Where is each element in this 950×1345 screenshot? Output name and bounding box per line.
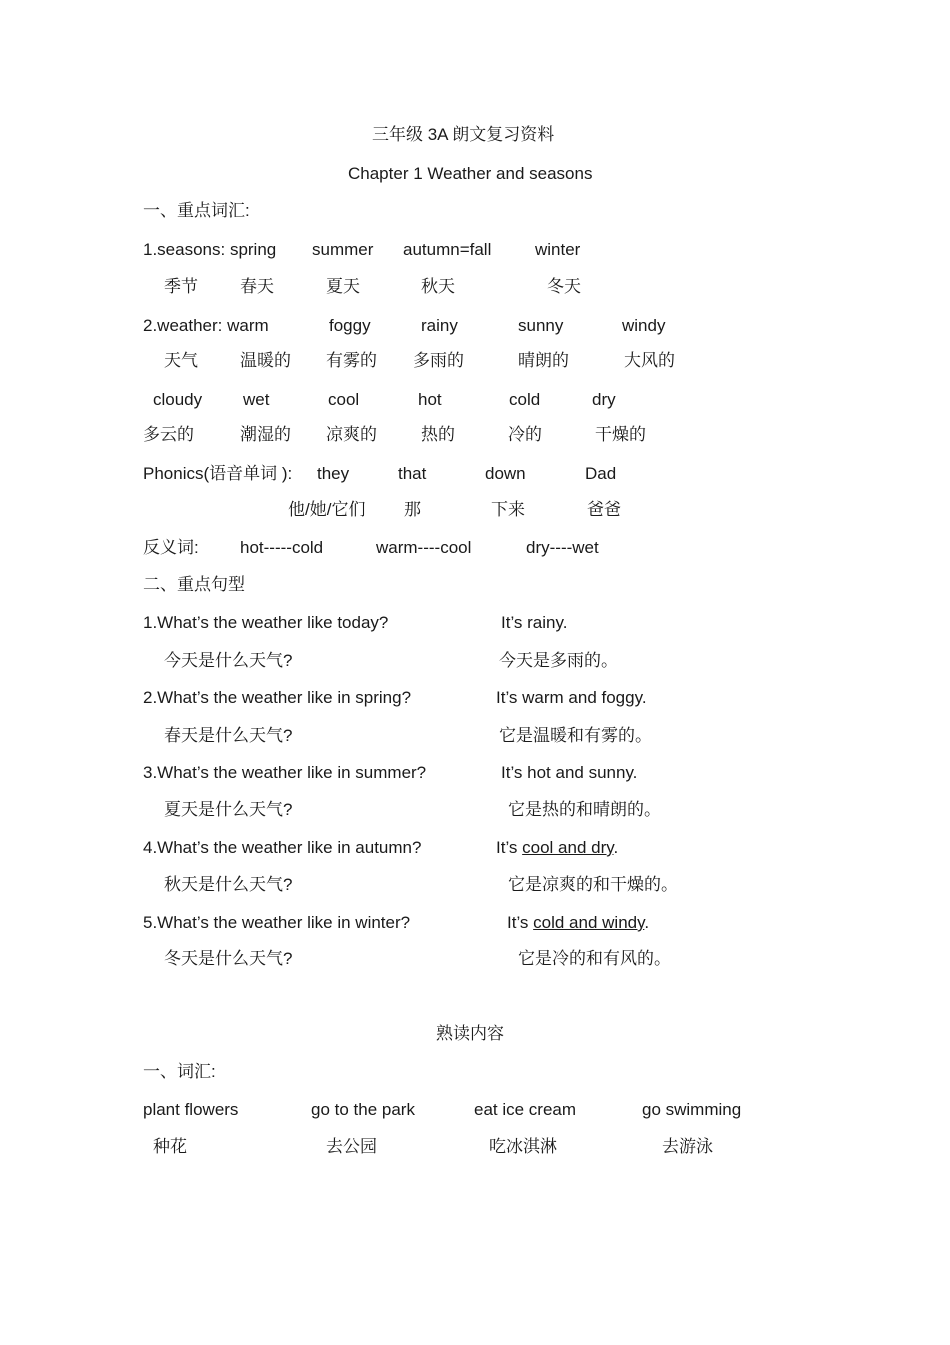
word-foggy: foggy [329,316,371,335]
sentence-heading: 二、重点句型 [143,575,245,594]
zh-rainy: 多雨的 [413,351,464,370]
antonym-dry-wet: dry----wet [526,538,599,557]
answer-2-zh: 它是温暖和有雾的。 [499,726,652,745]
word-sunny: sunny [518,316,564,335]
answer-5-prefix: It’s [507,913,534,932]
answer-4-prefix: It’s [496,838,523,857]
word-that: that [398,464,427,483]
phrase-eat-ice-cream: eat ice cream [474,1100,577,1119]
zh-seasons: 季节 [164,277,198,296]
zh-cool: 凉爽的 [326,425,377,444]
question-5: 5.What’s the weather like in winter? [143,913,411,932]
zh-plant-flowers: 种花 [153,1137,187,1156]
answer-5-zh: 它是冷的和有风的。 [518,949,671,968]
zh-that: 那 [404,500,421,519]
zh-cold: 冷的 [508,425,542,444]
reading-vocab-heading: 一、词汇: [143,1062,216,1081]
answer-3-zh: 它是热的和晴朗的。 [508,800,661,819]
zh-sunny: 晴朗的 [518,351,569,370]
word-winter: winter [535,240,581,259]
reading-title: 熟读内容 [436,1024,504,1043]
answer-5-suffix: . [644,913,650,932]
answer-5 [507,913,649,933]
answer-1-zh: 今天是多雨的。 [499,651,618,670]
zh-dry: 干燥的 [595,425,646,444]
answer-4-suffix: . [613,838,619,857]
zh-eat-ice-cream: 吃冰淇淋 [489,1137,557,1156]
zh-winter: 冬天 [547,277,581,296]
word-dad: Dad [585,464,617,483]
antonym-warm-cool: warm----cool [376,538,472,557]
answer-4-underlined: cool and dry [522,838,614,857]
word-cloudy: cloudy [153,390,203,409]
answer-4 [496,838,618,858]
word-dry: dry [592,390,616,409]
zh-cloudy: 多云的 [143,425,194,444]
question-1-zh: 今天是什么天气? [164,651,293,670]
zh-weather: 天气 [164,351,198,370]
question-3: 3.What’s the weather like in summer? [143,763,427,782]
question-1: 1.What’s the weather like today? [143,613,389,632]
phrase-plant-flowers: plant flowers [143,1100,239,1119]
phrase-go-to-the-park: go to the park [311,1100,415,1119]
zh-wet: 潮湿的 [240,425,291,444]
weather-label-word: 2.weather: warm [143,316,269,335]
answer-5-underlined: cold and windy [533,913,645,932]
word-windy: windy [622,316,666,335]
word-wet: wet [243,390,270,409]
answer-3: It’s hot and sunny. [501,763,638,782]
question-4: 4.What’s the weather like in autumn? [143,838,422,857]
zh-autumn: 秋天 [421,277,455,296]
chapter-title: Chapter 1 Weather and seasons [348,164,593,183]
word-hot: hot [418,390,442,409]
antonym-hot-cold: hot-----cold [240,538,324,557]
word-they: they [317,464,350,483]
question-2: 2.What’s the weather like in spring? [143,688,412,707]
word-cold: cold [509,390,541,409]
question-3-zh: 夏天是什么天气? [164,800,293,819]
zh-down: 下来 [491,500,525,519]
zh-spring: 春天 [240,277,274,296]
question-4-zh: 秋天是什么天气? [164,875,293,894]
zh-warm: 温暖的 [240,351,291,370]
vocab-heading: 一、重点词汇: [143,201,250,220]
answer-2: It’s warm and foggy. [496,688,647,707]
phonics-label: Phonics(语音单词 ): [143,464,293,483]
seasons-label-word: 1.seasons: spring [143,240,277,259]
antonyms-label: 反义词: [143,538,199,557]
word-summer: summer [312,240,374,259]
zh-summer: 夏天 [326,277,360,296]
question-2-zh: 春天是什么天气? [164,726,293,745]
zh-dad: 爸爸 [587,500,621,519]
page-title: 三年级 3A 朗文复习资料 [372,125,555,144]
zh-foggy: 有雾的 [326,351,377,370]
word-rainy: rainy [421,316,458,335]
answer-4-zh: 它是凉爽的和干燥的。 [508,875,678,894]
word-cool: cool [328,390,360,409]
zh-hot: 热的 [421,425,455,444]
zh-windy: 大风的 [624,351,675,370]
zh-go-to-the-park: 去公园 [326,1137,377,1156]
word-down: down [485,464,526,483]
question-5-zh: 冬天是什么天气? [164,949,293,968]
word-autumn: autumn=fall [403,240,492,259]
answer-1: It’s rainy. [501,613,568,632]
zh-go-swimming: 去游泳 [662,1137,713,1156]
phrase-go-swimming: go swimming [642,1100,742,1119]
zh-they: 他/她/它们 [288,500,366,519]
